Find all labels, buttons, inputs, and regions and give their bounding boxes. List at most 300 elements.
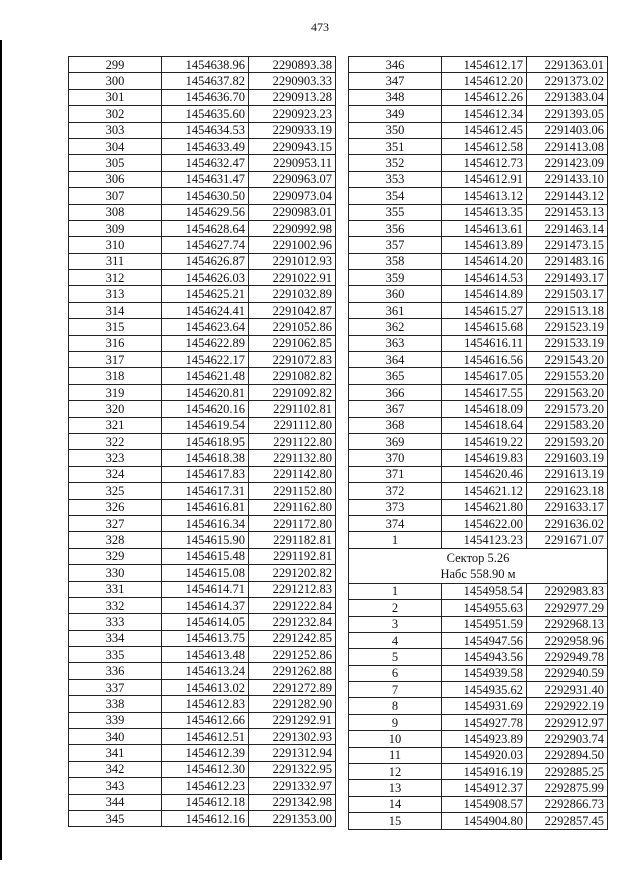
table-row xyxy=(349,286,608,302)
y-coordinate: 2291503.17 xyxy=(527,286,608,302)
x-coordinate: 1454123.23 xyxy=(442,532,527,548)
y-coordinate: 2290983.01 xyxy=(249,204,336,220)
x-coordinate: 1454613.24 xyxy=(162,663,249,679)
table-row xyxy=(69,515,336,531)
x-coordinate: 1454634.53 xyxy=(162,122,249,138)
y-coordinate: 2292903.74 xyxy=(527,731,608,747)
y-coordinate: 2291363.01 xyxy=(527,57,608,73)
y-coordinate: 2291062.85 xyxy=(249,335,336,351)
point-number: 331 xyxy=(69,581,162,597)
y-coordinate: 2291162.80 xyxy=(249,499,336,515)
x-coordinate: 1454618.38 xyxy=(162,450,249,466)
table-row xyxy=(69,237,336,253)
point-number: 367 xyxy=(349,401,442,417)
x-coordinate: 1454615.68 xyxy=(442,319,527,335)
table-row xyxy=(349,813,608,829)
x-coordinate: 1454614.71 xyxy=(162,581,249,597)
point-number: 6 xyxy=(349,665,442,681)
x-coordinate: 1454920.03 xyxy=(442,747,527,763)
y-coordinate: 2291042.87 xyxy=(249,302,336,318)
y-coordinate: 2291523.19 xyxy=(527,319,608,335)
table-row xyxy=(349,483,608,499)
point-number: 1 xyxy=(349,532,442,548)
x-coordinate: 1454616.11 xyxy=(442,335,527,351)
table-row xyxy=(349,649,608,665)
point-number: 329 xyxy=(69,548,162,564)
point-number: 344 xyxy=(69,794,162,810)
y-coordinate: 2291282.90 xyxy=(249,696,336,712)
x-coordinate: 1454615.48 xyxy=(162,548,249,564)
y-coordinate: 2291463.14 xyxy=(527,220,608,236)
point-number: 337 xyxy=(69,679,162,695)
point-number: 325 xyxy=(69,483,162,499)
x-coordinate: 1454635.60 xyxy=(162,106,249,122)
y-coordinate: 2292931.40 xyxy=(527,682,608,698)
x-coordinate: 1454908.57 xyxy=(442,796,527,812)
y-coordinate: 2291002.96 xyxy=(249,237,336,253)
y-coordinate: 2291312.94 xyxy=(249,745,336,761)
y-coordinate: 2291473.15 xyxy=(527,237,608,253)
x-coordinate: 1454612.26 xyxy=(442,89,527,105)
x-coordinate: 1454612.45 xyxy=(442,122,527,138)
x-coordinate: 1454612.34 xyxy=(442,106,527,122)
point-number: 332 xyxy=(69,597,162,613)
y-coordinate: 2291633.17 xyxy=(527,499,608,515)
y-coordinate: 2291172.80 xyxy=(249,515,336,531)
point-number: 340 xyxy=(69,729,162,745)
y-coordinate: 2290943.15 xyxy=(249,138,336,154)
x-coordinate: 1454943.56 xyxy=(442,649,527,665)
table-row xyxy=(349,583,608,599)
table-row xyxy=(349,466,608,482)
table-row xyxy=(349,122,608,138)
x-coordinate: 1454616.34 xyxy=(162,515,249,531)
table-row xyxy=(349,714,608,730)
table-row xyxy=(69,57,336,73)
table-row xyxy=(349,499,608,515)
x-coordinate: 1454613.48 xyxy=(162,647,249,663)
x-coordinate: 1454612.83 xyxy=(162,696,249,712)
y-coordinate: 2291012.93 xyxy=(249,253,336,269)
x-coordinate: 1454620.81 xyxy=(162,384,249,400)
point-number: 308 xyxy=(69,204,162,220)
point-number: 339 xyxy=(69,712,162,728)
x-coordinate: 1454616.56 xyxy=(442,352,527,368)
table-row xyxy=(69,745,336,761)
table-row xyxy=(69,270,336,286)
x-coordinate: 1454612.18 xyxy=(162,794,249,810)
y-coordinate: 2291613.19 xyxy=(527,466,608,482)
point-number: 326 xyxy=(69,499,162,515)
table-row xyxy=(349,401,608,417)
x-coordinate: 1454618.95 xyxy=(162,433,249,449)
point-number: 10 xyxy=(349,731,442,747)
y-coordinate: 2291483.16 xyxy=(527,253,608,269)
y-coordinate: 2290893.38 xyxy=(249,57,336,73)
table-row xyxy=(69,466,336,482)
x-coordinate: 1454612.58 xyxy=(442,138,527,154)
y-coordinate: 2292875.99 xyxy=(527,780,608,796)
sector-header xyxy=(349,548,608,583)
x-coordinate: 1454935.62 xyxy=(442,682,527,698)
x-coordinate: 1454618.64 xyxy=(442,417,527,433)
point-number: 309 xyxy=(69,220,162,236)
y-coordinate: 2291342.98 xyxy=(249,794,336,810)
table-row xyxy=(69,696,336,712)
table-row xyxy=(349,731,608,747)
table-row xyxy=(349,106,608,122)
y-coordinate: 2292885.25 xyxy=(527,764,608,780)
table-row xyxy=(349,253,608,269)
point-number: 349 xyxy=(349,106,442,122)
y-coordinate: 2291272.89 xyxy=(249,679,336,695)
table-row xyxy=(69,401,336,417)
x-coordinate: 1454939.58 xyxy=(442,665,527,681)
table-row xyxy=(349,747,608,763)
y-coordinate: 2291543.20 xyxy=(527,352,608,368)
point-number: 350 xyxy=(349,122,442,138)
x-coordinate: 1454612.51 xyxy=(162,729,249,745)
point-number: 299 xyxy=(69,57,162,73)
point-number: 306 xyxy=(69,171,162,187)
x-coordinate: 1454923.89 xyxy=(442,731,527,747)
point-number: 333 xyxy=(69,614,162,630)
y-coordinate: 2291142.80 xyxy=(249,466,336,482)
point-number: 321 xyxy=(69,417,162,433)
point-number: 9 xyxy=(349,714,442,730)
point-number: 13 xyxy=(349,780,442,796)
x-coordinate: 1454632.47 xyxy=(162,155,249,171)
sector-length: Набс 558.90 м xyxy=(440,566,516,581)
x-coordinate: 1454912.37 xyxy=(442,780,527,796)
table-row xyxy=(69,794,336,810)
y-coordinate: 2292968.13 xyxy=(527,616,608,632)
table-row xyxy=(349,89,608,105)
y-coordinate: 2291603.19 xyxy=(527,450,608,466)
table-row xyxy=(349,600,608,616)
y-coordinate: 2290923.23 xyxy=(249,106,336,122)
y-coordinate: 2292857.45 xyxy=(527,813,608,829)
y-coordinate: 2292922.19 xyxy=(527,698,608,714)
y-coordinate: 2291322.95 xyxy=(249,761,336,777)
table-row xyxy=(69,417,336,433)
x-coordinate: 1454615.90 xyxy=(162,532,249,548)
x-coordinate: 1454620.16 xyxy=(162,401,249,417)
point-number: 328 xyxy=(69,532,162,548)
x-coordinate: 1454613.75 xyxy=(162,630,249,646)
x-coordinate: 1454612.17 xyxy=(442,57,527,73)
point-number: 341 xyxy=(69,745,162,761)
x-coordinate: 1454623.64 xyxy=(162,319,249,335)
point-number: 315 xyxy=(69,319,162,335)
point-number: 311 xyxy=(69,253,162,269)
x-coordinate: 1454955.63 xyxy=(442,600,527,616)
table-row xyxy=(69,253,336,269)
y-coordinate: 2291636.02 xyxy=(527,515,608,531)
table-row xyxy=(349,352,608,368)
point-number: 359 xyxy=(349,270,442,286)
point-number: 366 xyxy=(349,384,442,400)
table-row xyxy=(349,532,608,548)
point-number: 4 xyxy=(349,632,442,648)
y-coordinate: 2292940.59 xyxy=(527,665,608,681)
y-coordinate: 2291583.20 xyxy=(527,417,608,433)
point-number: 374 xyxy=(349,515,442,531)
coordinates-table-right xyxy=(348,56,608,830)
y-coordinate: 2291112.80 xyxy=(249,417,336,433)
x-coordinate: 1454628.64 xyxy=(162,220,249,236)
y-coordinate: 2291202.82 xyxy=(249,565,336,581)
y-coordinate: 2290933.19 xyxy=(249,122,336,138)
y-coordinate: 2291022.91 xyxy=(249,270,336,286)
point-number: 320 xyxy=(69,401,162,417)
x-coordinate: 1454958.54 xyxy=(442,583,527,599)
table-row xyxy=(349,171,608,187)
point-number: 338 xyxy=(69,696,162,712)
y-coordinate: 2290903.33 xyxy=(249,73,336,89)
point-number: 351 xyxy=(349,138,442,154)
point-number: 322 xyxy=(69,433,162,449)
x-coordinate: 1454612.30 xyxy=(162,761,249,777)
y-coordinate: 2291192.81 xyxy=(249,548,336,564)
x-coordinate: 1454616.81 xyxy=(162,499,249,515)
table-row xyxy=(69,89,336,105)
y-coordinate: 2291393.05 xyxy=(527,106,608,122)
y-coordinate: 2292912.97 xyxy=(527,714,608,730)
point-number: 343 xyxy=(69,778,162,794)
y-coordinate: 2291222.84 xyxy=(249,597,336,613)
y-coordinate: 2291413.08 xyxy=(527,138,608,154)
point-number: 302 xyxy=(69,106,162,122)
point-number: 12 xyxy=(349,764,442,780)
y-coordinate: 2290973.04 xyxy=(249,188,336,204)
table-row xyxy=(69,302,336,318)
y-coordinate: 2291242.85 xyxy=(249,630,336,646)
right-table-body xyxy=(349,57,608,830)
x-coordinate: 1454612.73 xyxy=(442,155,527,171)
y-coordinate: 2291383.04 xyxy=(527,89,608,105)
table-row xyxy=(349,417,608,433)
table-row xyxy=(349,682,608,698)
point-number: 317 xyxy=(69,352,162,368)
y-coordinate: 2291072.83 xyxy=(249,352,336,368)
point-number: 372 xyxy=(349,483,442,499)
y-coordinate: 2291553.20 xyxy=(527,368,608,384)
point-number: 301 xyxy=(69,89,162,105)
x-coordinate: 1454614.20 xyxy=(442,253,527,269)
table-row xyxy=(69,679,336,695)
table-row xyxy=(349,616,608,632)
x-coordinate: 1454624.41 xyxy=(162,302,249,318)
x-coordinate: 1454617.31 xyxy=(162,483,249,499)
table-row xyxy=(69,663,336,679)
left-table-body xyxy=(69,57,336,827)
point-number: 5 xyxy=(349,649,442,665)
table-row xyxy=(69,548,336,564)
x-coordinate: 1454617.05 xyxy=(442,368,527,384)
point-number: 353 xyxy=(349,171,442,187)
x-coordinate: 1454630.50 xyxy=(162,188,249,204)
x-coordinate: 1454633.49 xyxy=(162,138,249,154)
table-row xyxy=(349,319,608,335)
y-coordinate: 2290963.07 xyxy=(249,171,336,187)
x-coordinate: 1454951.59 xyxy=(442,616,527,632)
point-number: 360 xyxy=(349,286,442,302)
y-coordinate: 2292949.78 xyxy=(527,649,608,665)
point-number: 307 xyxy=(69,188,162,204)
table-row xyxy=(69,188,336,204)
page-number: 473 xyxy=(311,20,329,34)
point-number: 314 xyxy=(69,302,162,318)
table-row xyxy=(69,778,336,794)
point-number: 365 xyxy=(349,368,442,384)
x-coordinate: 1454629.56 xyxy=(162,204,249,220)
y-coordinate: 2291032.89 xyxy=(249,286,336,302)
x-coordinate: 1454619.22 xyxy=(442,433,527,449)
table-row xyxy=(69,630,336,646)
y-coordinate: 2291373.02 xyxy=(527,73,608,89)
x-coordinate: 1454614.89 xyxy=(442,286,527,302)
table-row xyxy=(349,796,608,812)
point-number: 358 xyxy=(349,253,442,269)
y-coordinate: 2291332.97 xyxy=(249,778,336,794)
point-number: 1 xyxy=(349,583,442,599)
table-row xyxy=(349,138,608,154)
x-coordinate: 1454613.89 xyxy=(442,237,527,253)
y-coordinate: 2291593.20 xyxy=(527,433,608,449)
x-coordinate: 1454619.83 xyxy=(442,450,527,466)
x-coordinate: 1454612.91 xyxy=(442,171,527,187)
point-number: 371 xyxy=(349,466,442,482)
table-row xyxy=(349,237,608,253)
y-coordinate: 2291252.86 xyxy=(249,647,336,663)
table-row xyxy=(349,780,608,796)
y-coordinate: 2291052.86 xyxy=(249,319,336,335)
y-coordinate: 2291122.80 xyxy=(249,433,336,449)
table-row xyxy=(69,433,336,449)
point-number: 15 xyxy=(349,813,442,829)
table-row xyxy=(69,647,336,663)
x-coordinate: 1454904.80 xyxy=(442,813,527,829)
x-coordinate: 1454614.05 xyxy=(162,614,249,630)
point-number: 11 xyxy=(349,747,442,763)
x-coordinate: 1454612.39 xyxy=(162,745,249,761)
table-row xyxy=(349,515,608,531)
table-row xyxy=(69,384,336,400)
point-number: 356 xyxy=(349,220,442,236)
table-row xyxy=(69,73,336,89)
table-row xyxy=(349,450,608,466)
table-row xyxy=(349,302,608,318)
point-number: 334 xyxy=(69,630,162,646)
point-number: 354 xyxy=(349,188,442,204)
point-number: 313 xyxy=(69,286,162,302)
point-number: 14 xyxy=(349,796,442,812)
table-row xyxy=(69,286,336,302)
x-coordinate: 1454614.37 xyxy=(162,597,249,613)
table-row xyxy=(69,729,336,745)
point-number: 318 xyxy=(69,368,162,384)
point-number: 303 xyxy=(69,122,162,138)
table-row xyxy=(69,761,336,777)
x-coordinate: 1454627.74 xyxy=(162,237,249,253)
table-row xyxy=(69,499,336,515)
y-coordinate: 2291493.17 xyxy=(527,270,608,286)
x-coordinate: 1454615.27 xyxy=(442,302,527,318)
table-row xyxy=(69,122,336,138)
x-coordinate: 1454621.80 xyxy=(442,499,527,515)
y-coordinate: 2291092.82 xyxy=(249,384,336,400)
y-coordinate: 2290953.11 xyxy=(249,155,336,171)
point-number: 369 xyxy=(349,433,442,449)
table-row xyxy=(69,352,336,368)
point-number: 361 xyxy=(349,302,442,318)
point-number: 373 xyxy=(349,499,442,515)
table-row xyxy=(349,368,608,384)
point-number: 7 xyxy=(349,682,442,698)
point-number: 316 xyxy=(69,335,162,351)
table-row xyxy=(69,138,336,154)
table-row xyxy=(69,597,336,613)
x-coordinate: 1454613.12 xyxy=(442,188,527,204)
x-coordinate: 1454927.78 xyxy=(442,714,527,730)
y-coordinate: 2291623.18 xyxy=(527,483,608,499)
x-coordinate: 1454612.20 xyxy=(442,73,527,89)
table-row xyxy=(69,565,336,581)
x-coordinate: 1454931.69 xyxy=(442,698,527,714)
y-coordinate: 2291433.10 xyxy=(527,171,608,187)
table-row xyxy=(349,335,608,351)
table-row xyxy=(69,171,336,187)
point-number: 346 xyxy=(349,57,442,73)
point-number: 324 xyxy=(69,466,162,482)
point-number: 336 xyxy=(69,663,162,679)
point-number: 370 xyxy=(349,450,442,466)
x-coordinate: 1454618.09 xyxy=(442,401,527,417)
x-coordinate: 1454638.96 xyxy=(162,57,249,73)
point-number: 362 xyxy=(349,319,442,335)
point-number: 345 xyxy=(69,810,162,826)
x-coordinate: 1454620.46 xyxy=(442,466,527,482)
y-coordinate: 2292977.29 xyxy=(527,600,608,616)
y-coordinate: 2291353.00 xyxy=(249,810,336,826)
table-row xyxy=(69,106,336,122)
x-coordinate: 1454625.21 xyxy=(162,286,249,302)
table-row xyxy=(349,433,608,449)
point-number: 342 xyxy=(69,761,162,777)
point-number: 355 xyxy=(349,204,442,220)
table-row xyxy=(69,810,336,826)
scan-border xyxy=(0,40,2,860)
x-coordinate: 1454631.47 xyxy=(162,171,249,187)
point-number: 357 xyxy=(349,237,442,253)
table-row xyxy=(69,319,336,335)
y-coordinate: 2291132.80 xyxy=(249,450,336,466)
point-number: 304 xyxy=(69,138,162,154)
table-row xyxy=(349,665,608,681)
table-row xyxy=(349,57,608,73)
table-row xyxy=(69,483,336,499)
y-coordinate: 2292866.73 xyxy=(527,796,608,812)
y-coordinate: 2291302.93 xyxy=(249,729,336,745)
y-coordinate: 2292983.83 xyxy=(527,583,608,599)
x-coordinate: 1454916.19 xyxy=(442,764,527,780)
point-number: 2 xyxy=(349,600,442,616)
sector-header-row xyxy=(349,548,608,583)
y-coordinate: 2291403.06 xyxy=(527,122,608,138)
x-coordinate: 1454613.35 xyxy=(442,204,527,220)
x-coordinate: 1454621.12 xyxy=(442,483,527,499)
